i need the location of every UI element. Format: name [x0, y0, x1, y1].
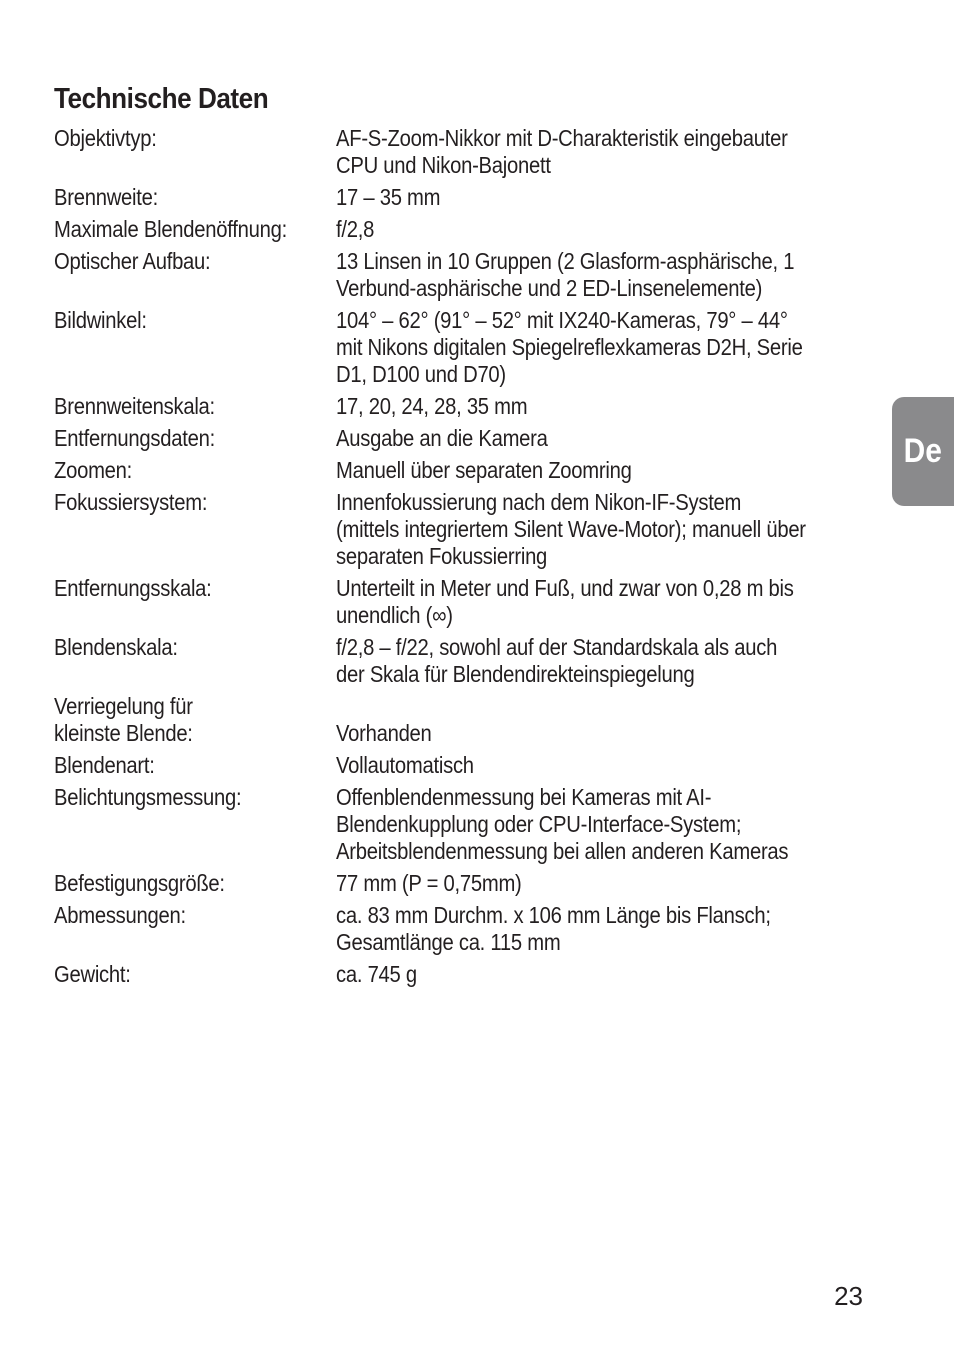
spec-value: 13 Linsen in 10 Gruppen (2 Glasform-asphärische, 1 Verbund-asphärische und 2 ED-Linsenelemente): [336, 248, 795, 301]
spec-list: [54, 125, 874, 993]
spec-row: [54, 457, 874, 484]
spec-value: ca. 745 g: [336, 961, 417, 987]
spec-label: Brennweitenskala:: [54, 393, 215, 419]
spec-row: [54, 248, 874, 302]
spec-value: Vollautomatisch: [336, 752, 474, 778]
spec-label: Gewicht:: [54, 961, 131, 987]
spec-row: [54, 961, 874, 988]
spec-value: Ausgabe an die Kamera: [336, 425, 548, 451]
spec-label: Entfernungsskala:: [54, 575, 212, 601]
spec-label: Befestigungsgröße:: [54, 870, 225, 896]
spec-label: Verriegelung für kleinste Blende:: [54, 693, 193, 746]
spec-value: ca. 83 mm Durchm. x 106 mm Länge bis Flansch; Gesamtlänge ca. 115 mm: [336, 902, 771, 955]
spec-row: [54, 125, 874, 179]
spec-value: 17, 20, 24, 28, 35 mm: [336, 393, 528, 419]
spec-value: 77 mm (P = 0,75mm): [336, 870, 522, 896]
spec-value: f/2,8: [336, 216, 375, 242]
spec-value: 17 – 35 mm: [336, 184, 441, 210]
spec-value: Manuell über separaten Zoomring: [336, 457, 632, 483]
spec-row: [54, 184, 874, 211]
spec-label: Entfernungsdaten:: [54, 425, 215, 451]
spec-row: [54, 216, 874, 243]
page-number: 23: [834, 1281, 863, 1311]
spec-row: [54, 393, 874, 420]
spec-row: [54, 489, 874, 570]
spec-label: Belichtungsmessung:: [54, 784, 242, 810]
spec-row: [54, 693, 874, 747]
spec-value: Innenfokussierung nach dem Nikon-IF-System (mittels integriertem Silent Wave-Motor); manuell über separaten Fokussierring: [336, 489, 806, 569]
spec-value: Vorhanden: [336, 720, 432, 746]
spec-row: [54, 307, 874, 388]
spec-row: [54, 425, 874, 452]
page-title: Technische Daten: [54, 83, 269, 115]
language-tab: [892, 397, 954, 506]
spec-row: [54, 575, 874, 629]
spec-label: Blendenskala:: [54, 634, 178, 660]
spec-row: [54, 752, 874, 779]
spec-label: Brennweite:: [54, 184, 158, 210]
spec-value: 104° – 62° (91° – 52° mit IX240-Kameras, 79° – 44° mit Nikons digitalen Spiegelreflexkameras D2H, Serie D1, D100 und D70): [336, 307, 803, 387]
spec-row: [54, 870, 874, 897]
spec-label: Blendenart:: [54, 752, 155, 778]
spec-value: f/2,8 – f/22, sowohl auf der Standardskala als auch der Skala für Blendendirekteinspiegelung: [336, 634, 778, 687]
spec-label: Fokussiersystem:: [54, 489, 208, 515]
spec-label: Bildwinkel:: [54, 307, 147, 333]
spec-label: Maximale Blendenöffnung:: [54, 216, 287, 242]
spec-row: [54, 784, 874, 865]
spec-value: Unterteilt in Meter und Fuß, und zwar von 0,28 m bis unendlich (∞): [336, 575, 794, 628]
spec-label: Zoomen:: [54, 457, 133, 483]
spec-row: [54, 902, 874, 956]
spec-label: Objektivtyp:: [54, 125, 157, 151]
language-tab-label: De: [903, 432, 943, 470]
spec-value: AF-S-Zoom-Nikkor mit D-Charakteristik eingebauter CPU und Nikon-Bajonett: [336, 125, 788, 178]
spec-value: Offenblendenmessung bei Kameras mit AI-Blendenkupplung oder CPU-Interface-System; Arbeitsblendenmessung bei allen anderen Kameras: [336, 784, 789, 864]
spec-label: Abmessungen:: [54, 902, 186, 928]
spec-label: Optischer Aufbau:: [54, 248, 211, 274]
spec-row: [54, 634, 874, 688]
